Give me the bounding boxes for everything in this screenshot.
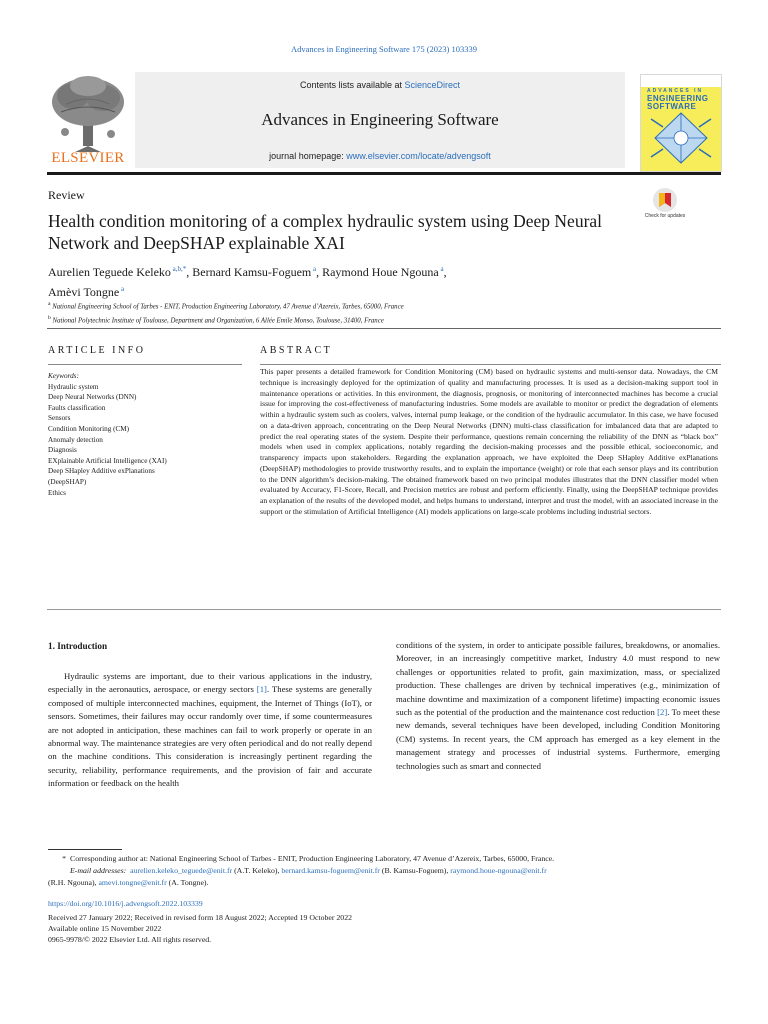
keyword-item: Ethics [48,488,66,497]
footnote-rule [48,849,122,850]
paper-title: Health condition monitoring of a complex hydraulic system using Deep Neural Network and DeepSHAP explainable XAI [48,211,603,253]
article-info-heading: ARTICLE INFO [48,345,146,356]
email-label: E-mail addresses: [70,866,127,875]
check-for-updates-label: Check for updates [644,213,686,219]
homepage-link[interactable]: www.elsevier.com/locate/advengsoft [346,151,491,161]
citation-link[interactable]: [1] [256,684,267,695]
keyword-item: EXplainable Artificial Intelligence (XAI) [48,456,167,465]
body-column-left [48,670,372,791]
keyword-item: Hydraulic system [48,382,99,391]
keyword-item: Diagnosis [48,446,77,455]
email-link[interactable]: raymond.houe-ngouna@enit.fr [450,866,547,875]
cover-art-icon [647,109,715,167]
author-name[interactable]: Raymond Houe Ngouna [322,265,439,279]
article-info-rule [48,364,242,365]
author-separator: , [316,265,323,279]
abstract-text: This paper presents a detailed framework for Condition Monitoring (CM) based on hydraulic systems and multi-sensor data. Nowadays, the CM technique is increasingly deployed for the optimization of quality and manufacturing processes. It is used as a decision-making support tool in maintenance operations or activities. In this environment, the diagnosis, prognosis, or monitoring of interconnected machines has become a crucial issue for improving the cost-effectiveness of manufacturing industries. Some models are available to monitor or predict the degradation of elements within a hydraulic system such as coolers, valves, internal pump leakage, or the condition of the hydraulic accumulator. In this case, we have focused on a data-driven approach, concentrating on the Deep Neural Networks (DNN) multi-class classification for imbalanced data that are adapted to predict the real operating states of the system. Despite their performance, questions remain concerning the reliability of the DNN as “black box” models when used in complex applications, notably regarding the decision-making processes and the possible ethical, socioeconomic, and transparency impacts upon stakeholders. Regarding the explanation approach, we have exploited the Deep SHapley Additive exPlanations (DeepSHAP) methodologies to provide trustworthy results, and to explain the importance (weight) or role that each sensor plays and its contribution to the DNN algorithm’s decision-making. The obtained framework based on two principal modules illustrates that the DNN classifier model when evaluated by Accuracy, F1-Score, Recall, and Precision metrics are robust and perform efficiently. Finally, using the DeepSHAP technique provides an explanation of the results of the developed model, and helps humans to understand, interpret and trust the model, with an associated increase in the support or the stimulation of Artificial Intelligence (AI) models applications on large-scale problems including industrial sectors. [260,367,718,516]
author-affiliation-marker[interactable]: a,b,* [170,265,187,273]
keyword-item: Condition Monitoring (CM) [48,424,130,433]
journal-title[interactable]: Advances in Engineering Software [261,110,499,129]
homepage-line: journal homepage: www.elsevier.com/locate/advengsoft [269,151,491,161]
affiliation-text: National Engineering School of Tarbes - ENIT, Production Engineering Laboratory, 47 Avenue d’Azereix, Tarbes, 65000, France [52,303,404,311]
author-separator: , [443,265,447,279]
keyword-item: Deep Neural Networks (DNN) [48,393,137,402]
author-affiliation-marker[interactable]: a [311,265,317,273]
affiliation-item [48,313,708,327]
elsevier-wordmark[interactable]: ELSEVIER [51,150,125,166]
email-link[interactable]: amevi.tongne@enit.fr [98,878,167,887]
abstract-bottom-divider [47,609,721,610]
keyword-item: Sensors [48,414,71,423]
keyword-item: Faults classification [48,403,106,412]
affiliation-item [48,299,708,313]
check-for-updates-button[interactable] [642,187,688,229]
body-paragraph: Hydraulic systems are important, due to their various applications in the industry, especially in the aeronautics, aerospace, or energy sectors [1]. These systems are generally composed of multiple interconnected machines, equipment, the Internet of Things (IoT), or sensors. Sometimes, their failures may occur randomly over time, if some countermeasures are not adopted in anticipation, these machines can fail to work properly or operate in an abnormal way. The maintenance strategies are very often periodical and do not really depend on the machine conditions. This consideration is increasingly pertinent regarding the security, reliability, performance requirements, and the provision of fair and accurate information or feedback on the health [48,671,372,789]
author-separator: , [186,265,193,279]
check-for-updates-icon [642,187,688,215]
author-name[interactable]: Aurelien Teguede Keleko [48,265,171,279]
article-type-label: Review [48,188,85,202]
keyword-item: Deep SHapley Additive exPlanations [48,467,155,476]
email-owner: (R.H. Ngouna), [48,878,99,887]
corresponding-author-footnote [48,853,720,889]
author-name[interactable]: Bernard Kamsu-Foguem [192,265,312,279]
email-owner: (A.T. Keleko), [232,866,282,875]
journal-cover-thumbnail[interactable] [640,74,722,172]
doi-link[interactable]: https://doi.org/10.1016/j.advengsoft.2022.103339 [48,899,203,908]
journal-reference[interactable]: Advances in Engineering Software 175 (2023) 103339 [290,44,477,54]
author-affiliation-marker[interactable]: a [438,265,444,273]
footnote-line [48,853,720,865]
keyword-item: Anomaly detection [48,435,103,444]
cover-title-small: ADVANCES IN [647,88,704,94]
body-paragraph: conditions of the system, in order to anticipate possible failures, breakdowns, or anomalies. Moreover, in an increasingly competitive market, Industry 4.0 must respond to new challenges or opportunities related to profit, gain maximization, mass, or specialized production. These challenges are driven by technical imperatives (e.g., minimization of machine downtime and maximization of a component lifetime) impacting economic issues such as the potential of the production and the maintenance cost reduction [2]. To meet these new demands, several techniques have been developed, including Condition Monitoring (CM) systems. In recent years, the CM approach has emerged as a key element in the management strategy and processes of industrial systems. Furthermore, emerging technologies such as smart and connected [396,640,720,771]
available-online: Available online 15 November 2022 [48,924,162,933]
cover-top-strip [641,75,721,87]
keywords-list [48,371,243,498]
cover-title-line1: ENGINEERING [647,94,709,103]
email-link[interactable]: bernard.kamsu-foguem@enit.fr [281,866,380,875]
author-affiliation-marker[interactable]: a [119,285,125,293]
citation-link[interactable]: [2] [657,707,668,718]
received-dates: Received 27 January 2022; Received in revised form 18 August 2022; Accepted 19 October 2022 [48,913,353,922]
cover-title-line2: SOFTWARE [647,102,697,111]
abstract-rule [260,364,721,365]
email-owner: (B. Kamsu-Foguem), [379,866,451,875]
affiliations [48,299,708,327]
affiliation-text: National Polytechnic Institute of Toulouse, Department and Organization, 6 Allée Emile Monso, Toulouse, 31400, France [52,317,384,325]
email-link[interactable]: aurelien.keleko_teguede@enit.fr [130,866,233,875]
abstract-heading: ABSTRACT [260,345,333,356]
email-owner: (A. Tongne). [166,878,209,887]
introduction-heading: 1. Introduction [48,641,108,651]
affiliation-marker: a [48,301,51,307]
body-column-right [396,639,720,773]
copyright-line: 0965-9978/© 2022 Elsevier Ltd. All rights reserved. [48,935,212,944]
sciencedirect-link[interactable]: ScienceDirect [404,80,461,90]
footnote-marker: * [62,854,66,863]
affiliation-divider [47,328,721,329]
header-divider [47,172,721,175]
corresponding-text: Corresponding author at: National Engineering School of Tarbes - ENIT, Production Engineering Laboratory, 47 Avenue d’Azereix, Tarbes, 65000, France. [70,854,555,863]
cover-title [647,87,719,111]
keywords-label: Keywords: [48,372,79,380]
affiliation-marker: b [48,314,51,321]
publication-meta [48,898,720,945]
author-name[interactable]: Amèvi Tongne [48,285,120,299]
footnote-line [48,865,720,877]
author-list [48,261,648,301]
contents-line: Contents lists available at ScienceDirect [299,80,461,90]
keyword-item: (DeepSHAP) [48,477,87,486]
footnote-line [48,877,720,889]
